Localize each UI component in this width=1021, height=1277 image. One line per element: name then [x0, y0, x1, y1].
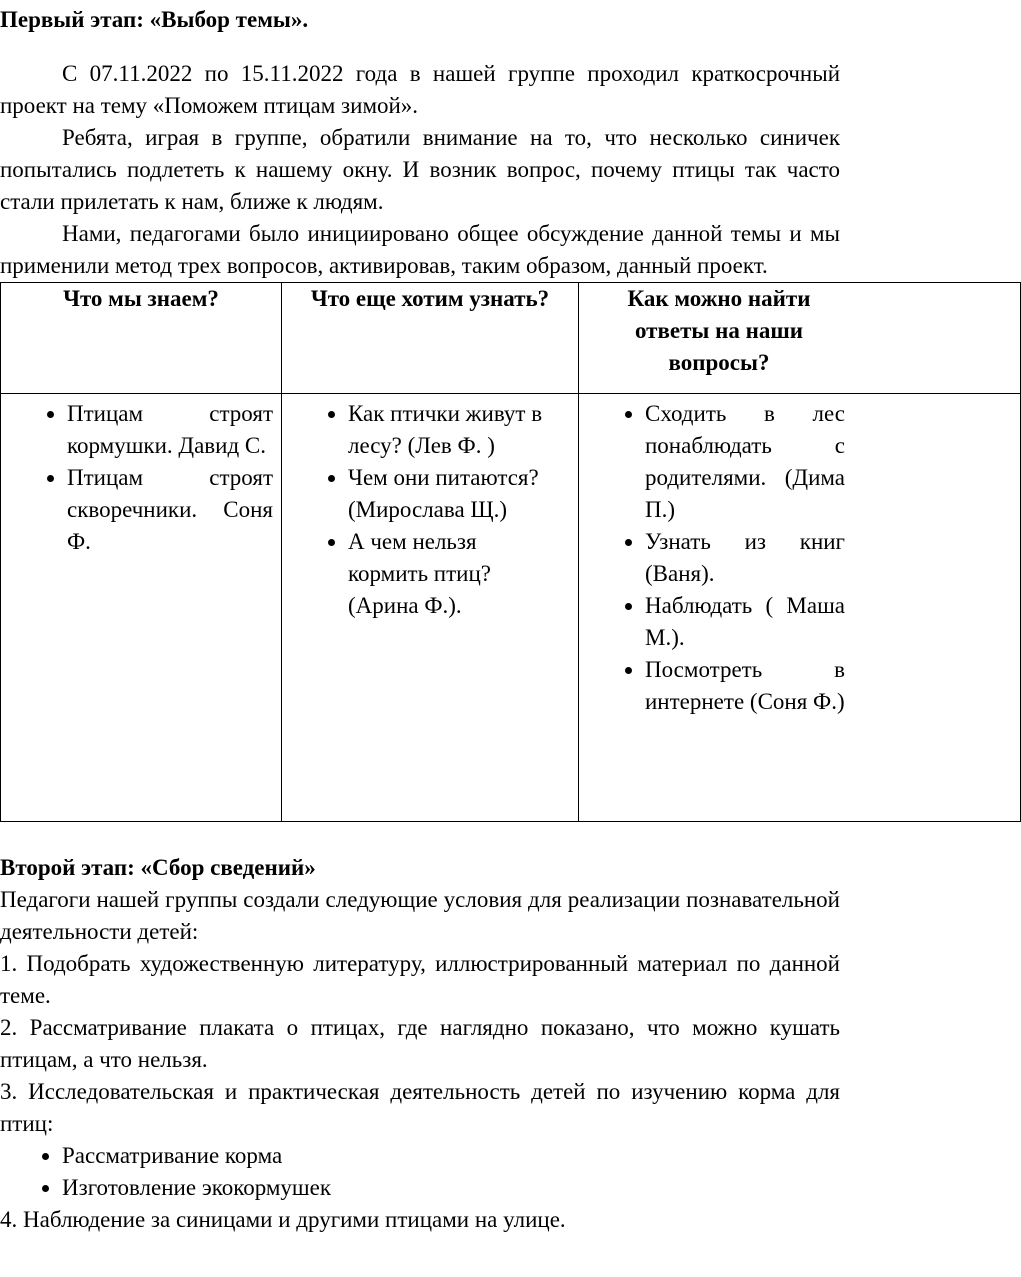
- stage1-paragraph-1: С 07.11.2022 по 15.11.2022 года в нашей группе проходил краткосрочный проект на тему «Поможем птицам зимой».: [0, 61, 840, 118]
- table-body-row: [1, 394, 1021, 822]
- stage1-paragraph-2: Ребята, играя в группе, обратили внимание на то, что несколько синичек попытались подлететь к нашему окну. И возник вопрос, почему птицы так часто стали прилетать к нам, ближе к людям.: [0, 125, 840, 214]
- stage2-item-4: 4. Наблюдение за синицами и другими птицами на улице.: [0, 1207, 566, 1232]
- stage1-paragraph-3: Нами, педагогами было инициировано общее обсуждение данной темы и мы применили метод трех вопросов, активировав, таким образом, данный проект.: [0, 221, 840, 278]
- feed-study-list: [0, 1140, 840, 1204]
- table-header-row: [1, 283, 1021, 394]
- list-item: • Сходить в лес понаблюдать с родителями. (Дима П.): [645, 398, 845, 526]
- header-how-to-find: [579, 283, 1021, 394]
- stage2-item-3: 3. Исследовательская и практическая деятельность детей по изучению корма для птиц:: [0, 1079, 840, 1136]
- list-item: • Птицам строят кормушки. Давид С.: [67, 398, 273, 462]
- col-want: [282, 394, 579, 822]
- header-what-we-want: Что еще хотим узнать?: [282, 283, 579, 394]
- list-item: • Рассматривание корма: [62, 1140, 840, 1172]
- stage1-title: Первый этап: «Выбор темы».: [0, 7, 309, 32]
- list-item: • А чем нельзя кормить птиц? (Арина Ф.).: [348, 526, 558, 622]
- list-item: • Посмотреть в интернете (Соня Ф.): [645, 654, 845, 718]
- header-how-to-find-text: Как можно найти ответы на наши вопросы?: [627, 286, 811, 375]
- header-what-we-know: Что мы знаем?: [1, 283, 282, 394]
- col-how: [579, 394, 1021, 822]
- three-questions-table: [0, 282, 1021, 822]
- list-item: • Наблюдать ( Маша М.).: [645, 590, 845, 654]
- stage2-intro: Педагоги нашей группы создали следующие условия для реализации познавательной деятельности детей:: [0, 887, 840, 944]
- list-item: • Как птички живут в лесу? (Лев Ф. ): [348, 398, 558, 462]
- col-know: [1, 394, 282, 822]
- stage2-item-2: 2. Рассматривание плаката о птицах, где наглядно показано, что можно кушать птицам, а что нельзя.: [0, 1015, 840, 1072]
- stage2-item-1: 1. Подобрать художественную литературу, иллюстрированный материал по данной теме.: [0, 951, 840, 1008]
- list-item: • Птицам строят скворечники. Соня Ф.: [67, 462, 273, 558]
- stage2-title: Второй этап: «Сбор сведений»: [0, 855, 316, 880]
- list-item: • Узнать из книг (Ваня).: [645, 526, 845, 590]
- list-item: • Изготовление экокормушек: [62, 1172, 840, 1204]
- list-item: • Чем они питаются? (Мирослава Щ.): [348, 462, 558, 526]
